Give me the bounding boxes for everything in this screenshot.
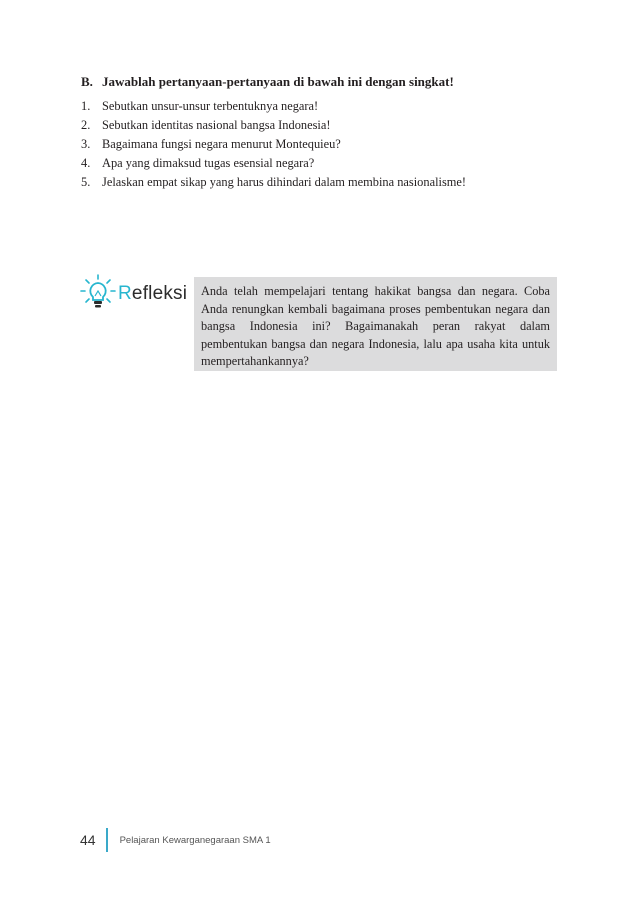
footer-divider [106,828,108,852]
question-item [81,97,561,116]
question-text: Sebutkan identitas nasional bangsa Indonesia! [102,118,331,132]
section-letter: B. [81,74,93,89]
refleksi-box [194,277,557,371]
question-number: 2. [81,118,91,132]
section-heading [81,74,561,90]
section-b-questions [81,74,561,192]
book-title: Pelajaran Kewarganegaraan SMA 1 [119,834,271,846]
page-number: 44 [80,832,96,848]
question-list [81,97,561,192]
question-text: Apa yang dimaksud tugas esensial negara? [102,156,315,170]
refleksi-label-initial: R [118,283,132,304]
section-heading-text: Jawablah pertanyaan-pertanyaan di bawah ini dengan singkat! [102,74,454,89]
question-item [81,116,561,135]
refleksi-label-rest: efleksi [131,283,188,304]
question-number: 3. [81,137,91,151]
question-text: Jelaskan empat sikap yang harus dihindari dalam membina nasionalisme! [102,175,467,189]
question-item [81,173,561,192]
question-item [81,135,561,154]
refleksi-label [118,283,187,305]
question-text: Sebutkan unsur-unsur terbentuknya negara! [102,99,319,113]
page-footer [80,828,271,852]
refleksi-text: Anda telah mempelajari tentang hakikat bangsa dan negara. Coba Anda renungkan kembali bagaimana proses pembentukan negara dan bangsa Indonesia ini? Bagaimanakah peran rakyat dalam pembentukan bangsa dan negara Indonesia, lalu apa usaha kita untuk mempertahankannya? [201,284,550,368]
question-text: Bagaimana fungsi negara menurut Montequieu? [102,137,341,151]
question-number: 5. [81,175,91,189]
question-number: 4. [81,156,91,170]
question-number: 1. [81,99,91,113]
refleksi-logo [78,274,188,314]
lightbulb-icon [78,272,118,317]
question-item [81,154,561,173]
